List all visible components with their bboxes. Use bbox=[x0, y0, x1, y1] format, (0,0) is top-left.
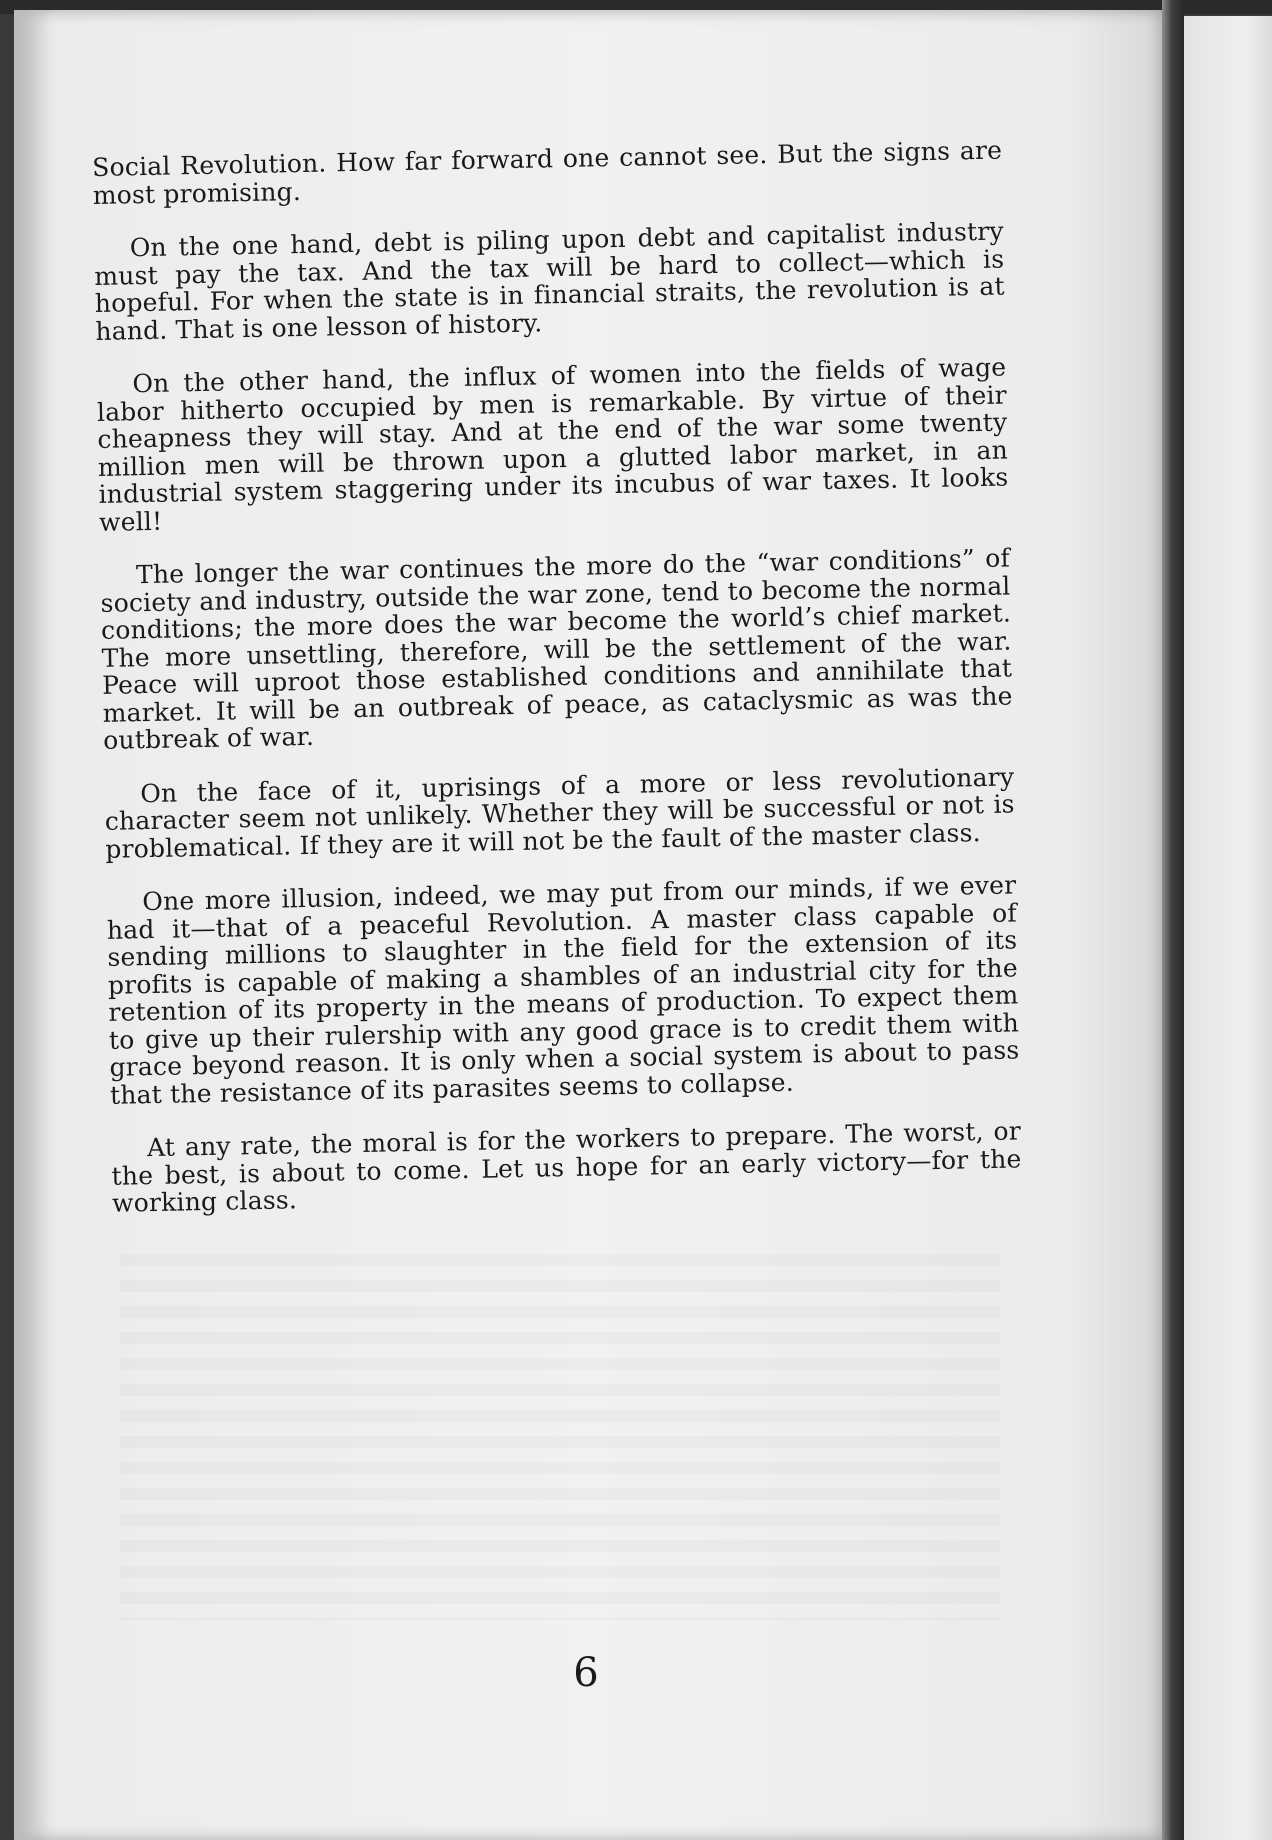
paragraph-3: On the other hand, the influx of women into the fields of wage labor hitherto occupied by men is remarkable. By virtue of their cheapness they will stay. And at the end of the war some twenty million men will be thrown upon a glutted labor market, in an industrial system staggering under its incubus of war taxes. It looks well! bbox=[96, 352, 1009, 537]
page-number: 6 bbox=[573, 1650, 599, 1696]
paragraph-5: On the face of it, uprisings of a more or less revolutionary character seem not unlikely. Whether they will be successful or not is problematical. If they are it will not be the fault of the master class. bbox=[104, 761, 1015, 864]
book-gutter bbox=[1162, 0, 1184, 1840]
show-through-text bbox=[120, 1240, 1000, 1620]
paragraph-2: On the one hand, debt is piling upon debt and capitalist industry must pay the tax. And the tax will be hard to collect—which is hopeful. For when the state is in financial straits, the revolution is at hand. That is one lesson of history. bbox=[94, 216, 1005, 346]
adjacent-page-edge bbox=[1184, 16, 1272, 1840]
body-text bbox=[92, 137, 1023, 1244]
paragraph-6: One more illusion, indeed, we may put from our minds, if we ever had it—that of a peaceful Revolution. A master class capable of sending millions to slaughter in the field for the extension of its profits is capable of making a shambles of an industrial city for the retention of its property in the means of production. To expect them to give up their rulership with any good grace is to credit them with grace beyond reason. It is only when a social system is about to pass that the resistance of its parasites seems to collapse. bbox=[106, 870, 1020, 1110]
paragraph-1: Social Revolution. How far forward one cannot see. But the signs are most promising. bbox=[91, 135, 1003, 210]
paragraph-7: At any rate, the moral is for the workers to prepare. The worst, or the best, is about to come. Let us hope for an early victory—for the working class. bbox=[111, 1116, 1022, 1218]
page-left-edge-shadow bbox=[14, 10, 50, 1840]
paragraph-4: The longer the war continues the more do the “war conditions” of society and industry, outside the war zone, tend to become the normal conditions; the more does the war become the world’s chief market. The more unsettling, therefore, will be the settlement of the war. Peace will uproot those established conditions and annihilate that market. It will be an outbreak of peace, as cataclysmic as was the outbreak of war. bbox=[100, 543, 1013, 755]
